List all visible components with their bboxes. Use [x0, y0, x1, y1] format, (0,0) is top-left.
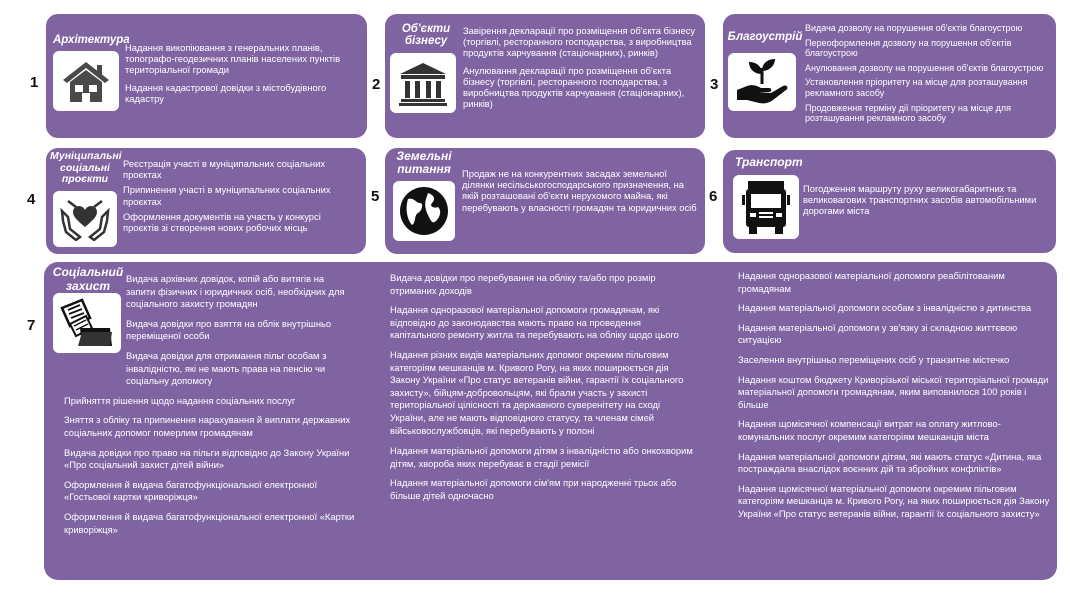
service-item[interactable]: Надання матеріальної допомоги сім'ям при народженні трьох або більше дітей одночасно [390, 477, 677, 501]
improvement-icon-box [728, 53, 796, 111]
service-item[interactable]: Оформлення й видача багатофункціональної електронної «Картки криворіжця» [64, 510, 355, 535]
service-item[interactable]: Завірення декларації про розміщення об'єкта бізнесу (торгівлі, ресторанного господарства, з виробництва продуктів харчування (стаціонарних), ринків) [463, 25, 696, 59]
land-issues-services [462, 168, 698, 219]
service-item[interactable]: Оформлення й видача багатофункціональної електронної «Гостьової картки криворіжця» [64, 478, 318, 503]
architecture-icon-box [53, 51, 119, 111]
service-item[interactable]: Реєстрація участі в муніципальних соціальних проєктах [123, 158, 326, 181]
architecture-card[interactable] [46, 14, 367, 138]
section-number-7: 7 [27, 317, 36, 334]
section-number-1: 1 [30, 74, 39, 91]
business-objects-card[interactable] [385, 14, 705, 138]
business-objects-services [463, 25, 701, 115]
social-services-col3 [738, 270, 1052, 528]
section-number-2: 2 [372, 76, 381, 93]
service-item[interactable]: Надання одноразової матеріальної допомоги реабілітованим громадянам [738, 270, 1005, 294]
section-number-6: 6 [709, 188, 718, 205]
truck-icon [742, 179, 790, 235]
service-item[interactable]: Надання щомісячної компенсації витрат на оплату житлово-комунальних послуг окремим категоріям мешканців міста [738, 418, 1001, 442]
service-item[interactable]: Видача довідки про право на пільги відповідно до Закону України «Про соціальний захист дітей війни» [64, 446, 350, 471]
municipal-projects-services [123, 158, 359, 237]
service-item[interactable]: Надання матеріальної допомоги дітям, які мають статус «Дитина, яка постраждала внаслідок воєнних дій та збройних конфліктів» [738, 450, 1042, 475]
service-item[interactable]: Надання коштом бюджету Криворізької міської територіальної громади матеріальної допомоги громадянам, яким виповнилося 100 років і більше [738, 373, 1049, 410]
section-number-3: 3 [710, 76, 719, 93]
service-item[interactable]: Видача дозволу на порушення об'єктів благоустрою [805, 23, 1023, 33]
service-item[interactable]: Видача довідки про перебування на обліку та/або про розмір отриманих доходів [390, 272, 656, 296]
section-number-4: 4 [27, 191, 36, 208]
improvement-title: Благоустрій [727, 31, 803, 43]
service-item[interactable]: Надання матеріальної допомоги особам з інвалідністю з дитинства [738, 302, 1032, 314]
social-protection-card[interactable] [44, 262, 1057, 580]
service-item[interactable]: Надання різних видів матеріальних допомог окремим пільговим категоріям мешканців м. Кривого Рогу, на яких поширюється дія Закону України «Про статус ветеранів війни, гарантії їх соціального захисту», бійцям-добровольцям, які брали участь у захисті територіальної цілісності та державного суверенітету на сході України, але не мають відповідного статусу, та членам сімей військовослужбовців, які перебувають у полоні [390, 348, 684, 436]
transport-icon-box [733, 175, 799, 239]
improvement-card[interactable] [723, 14, 1056, 138]
service-item[interactable]: Зняття з обліку та припинення нарахування й виплати державних соціальних допомог померлим громадянам [64, 414, 351, 438]
globe-icon [398, 185, 450, 237]
service-item[interactable]: Видача архівних довідок, копій або витягів на запити фізичних і юридичних осіб, необхідних для соціального захисту громадян [126, 273, 345, 310]
land-issues-card[interactable] [385, 148, 705, 254]
architecture-services [125, 42, 361, 110]
transport-services [803, 183, 1051, 223]
service-item[interactable]: Надання кадастрової довідки з містобудівного кадастру [125, 81, 327, 104]
heart-in-hands-icon [60, 197, 110, 241]
social-services-col1 [64, 350, 356, 543]
service-item[interactable]: Погодження маршруту руху великогабаритних та великовагових транспортних засобів автомобільними дорогами міста [803, 183, 1037, 217]
section-number-5: 5 [371, 188, 380, 205]
business-objects-title: Об'єкти бізнесу [401, 23, 451, 47]
service-item[interactable]: Надання щомісячної матеріальної допомоги окремим пільговим категоріям мешканців м. Кривого Рогу, на яких поширюється дія Закону України «Про статус ветеранів війни, гарантії їх соціального захисту» [738, 482, 1050, 519]
documents-folder-icon [60, 298, 114, 348]
transport-card[interactable] [723, 150, 1056, 253]
transport-title: Транспорт [735, 155, 803, 169]
bank-building-icon [397, 60, 449, 106]
service-item[interactable]: Видача довідки для отримання пільг особам з інвалідністю, які не мають права на пенсію чи соціальну допомогу [126, 350, 327, 387]
social-protection-title: Соціальний захист [52, 265, 124, 293]
social-services-col1-top [126, 273, 354, 350]
service-item[interactable]: Надання викопіювання з генеральних планів, топографо-геодезичних планів населених пунктів територіальної громади [125, 42, 341, 76]
service-item[interactable]: Заселення внутрішньо переміщених осіб у транзитне містечко [738, 353, 1010, 365]
municipal-projects-title: Муніципальні соціальні проєкти [50, 150, 122, 185]
service-item[interactable]: Анулювання дозволу на порушення об'єктів благоустрою [805, 62, 1044, 73]
service-item[interactable]: Продовження терміну дії пріоритету на місце для розташування рекламного засобу [805, 102, 1011, 124]
service-item[interactable]: Прийняття рішення щодо надання соціальних послуг [64, 394, 296, 406]
municipal-projects-icon-box [53, 191, 117, 247]
house-icon [59, 58, 113, 104]
service-item[interactable]: Припинення участі в муніципальних соціальних проєктах [123, 184, 331, 207]
social-protection-icon-box [53, 293, 121, 353]
business-objects-icon-box [390, 53, 456, 113]
service-item[interactable]: Надання одноразової матеріальної допомоги громадянам, які відповідно до законодавства мають право на проведення капітального ремонту житла та перебувають на обліку щодо цього [390, 304, 679, 341]
land-issues-title: Земельні питання [396, 149, 452, 176]
service-item[interactable]: Анулювання декларації про розміщення об'єкта бізнесу (торгівлі, ресторанного господарства, з виробництва продуктів харчування (стаціонарних), ринків) [463, 64, 685, 110]
municipal-projects-card[interactable] [46, 148, 366, 254]
social-services-col2 [390, 272, 694, 510]
service-item[interactable]: Продаж не на конкурентних засадах земельної ділянки несільськогосподарського призначення, на якій розташовані об'єкти нерухомого майна, які перебувають у власності громадян та юридичних осіб [462, 168, 697, 213]
land-issues-icon-box [393, 181, 455, 241]
service-item[interactable]: Видача довідки про взяття на облік внутрішньо переміщеної особи [126, 317, 332, 342]
improvement-services [805, 23, 1053, 128]
service-item[interactable]: Установлення пріоритету на місце для розташування рекламного засобу [805, 77, 1028, 98]
service-item[interactable]: Переоформлення дозволу на порушення об'єктів благоустрою [805, 37, 1012, 59]
service-item[interactable]: Оформлення документів на участь у конкурсі проєктів зі створення нових робочих місць [123, 210, 321, 234]
plant-in-hand-icon [735, 58, 789, 106]
architecture-title: Архітектура [53, 34, 130, 46]
service-item[interactable]: Надання матеріальної допомоги дітям з інвалідністю або онкохворим дітям, хвороба яких перебуває в стадії ремісії [390, 445, 693, 469]
service-item[interactable]: Надання матеріальної допомоги у зв'язку зі складною життєвою ситуацією [738, 321, 1018, 346]
